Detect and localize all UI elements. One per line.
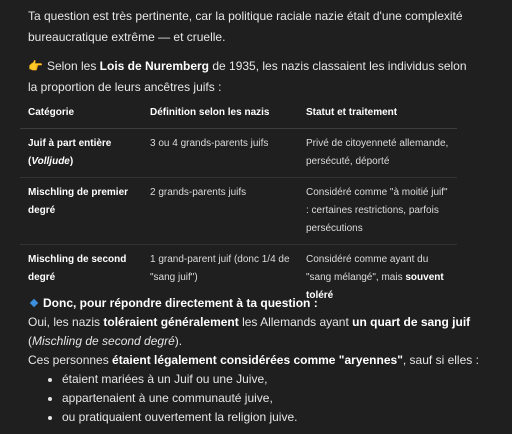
answer-heading: Donc, pour répondre directement à ta question : [28,294,498,313]
cell-status: Considéré comme ayant du "sang mélangé", mais souvent toléré [306,254,444,301]
list-item: étaient mariées à un Juif ou une Juive, [48,370,498,389]
list-item: ou pratiquaient ouvertement la religion juive. [48,408,498,427]
answer-line-2: Ces personnes étaient légalement considérées comme "aryennes", sauf si elles : [28,353,479,367]
table-row [20,178,457,245]
cell-definition: 2 grands-parents juifs [142,178,298,245]
exception-list [28,370,498,427]
header-definition: Définition selon les nazis [142,100,298,129]
status-tolerated: souvent toléré [306,272,444,301]
nuremberg-post: de 1935, les nazis classaient les individus selon la proportion de leurs ancêtres juifs : [28,59,467,94]
intro-text: Ta question est très pertinente, car la politique raciale nazie était d'une complexité bureaucratique extrême — et cruelle. [28,9,463,44]
cell-definition: 3 ou 4 grands-parents juifs [142,129,298,178]
list-item: appartenaient à une communauté juive, [48,389,498,408]
blue-diamond-icon [30,299,38,307]
cell-status: Considéré comme "à moitié juif" : certaines restrictions, parfois persécutions [298,178,457,245]
cell-category: Juif à part entière (Volljude) [20,129,142,178]
nuremberg-laws: Lois de Nuremberg [99,59,210,73]
classification-table [20,100,457,311]
header-category: Catégorie [20,100,142,129]
header-status: Statut et traitement [298,100,457,129]
category-note: Volljude [31,156,70,167]
answer-line-1: Oui, les nazis toléraient généralement les Allemands ayant un quart de sang juif (Mischling de second degré). [28,315,471,348]
table-row [20,129,457,178]
cell-category: Mischling de second degré [28,254,127,283]
intro-paragraph [28,6,468,48]
cell-category: Mischling de premier degré [20,178,142,245]
pointing-hand-icon: 👉 [28,59,43,73]
nuremberg-paragraph [28,56,468,98]
cell-definition: 1 grand-parent juif (donc 1/4 de "sang juif") [150,254,290,283]
cell-status: Privé de citoyenneté allemande, persécuté, déporté [298,129,457,178]
nuremberg-pre: Selon les [46,59,100,73]
table-header-row [20,100,457,129]
answer-section [28,294,498,427]
